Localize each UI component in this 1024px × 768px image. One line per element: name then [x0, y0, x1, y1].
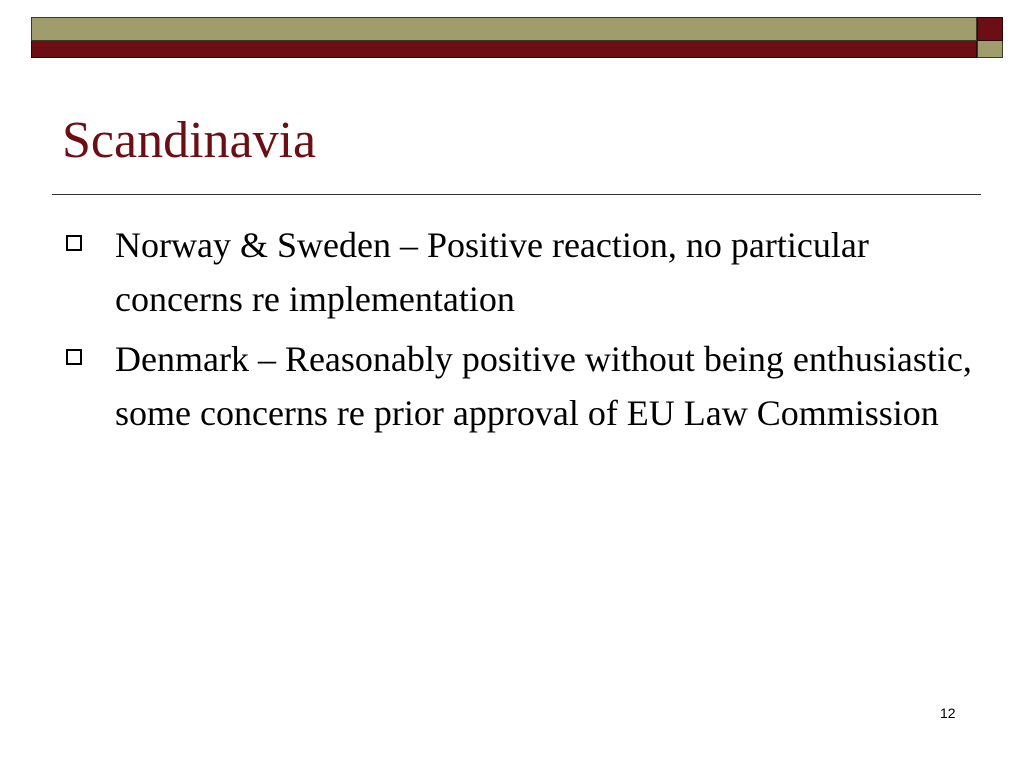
- bullet-list: [62, 218, 982, 446]
- header-corner-maroon-block: [977, 17, 1003, 41]
- bullet-item: [62, 332, 982, 440]
- header-banner-olive-bar: [31, 17, 977, 41]
- bullet-item: [62, 218, 982, 326]
- page-number: 12: [940, 705, 956, 721]
- hollow-square-bullet-icon: [66, 235, 82, 251]
- header-banner-maroon-bar: [31, 41, 977, 58]
- bullet-text: Norway & Sweden – Positive reaction, no particular concerns re implementation: [115, 225, 869, 319]
- header-corner-olive-block: [977, 41, 1003, 58]
- hollow-square-bullet-icon: [66, 349, 82, 365]
- slide-title: Scandinavia: [62, 112, 317, 169]
- bullet-text: Denmark – Reasonably positive without being enthusiastic, some concerns re prior approval of EU Law Commission: [115, 339, 972, 433]
- title-divider: [52, 194, 981, 195]
